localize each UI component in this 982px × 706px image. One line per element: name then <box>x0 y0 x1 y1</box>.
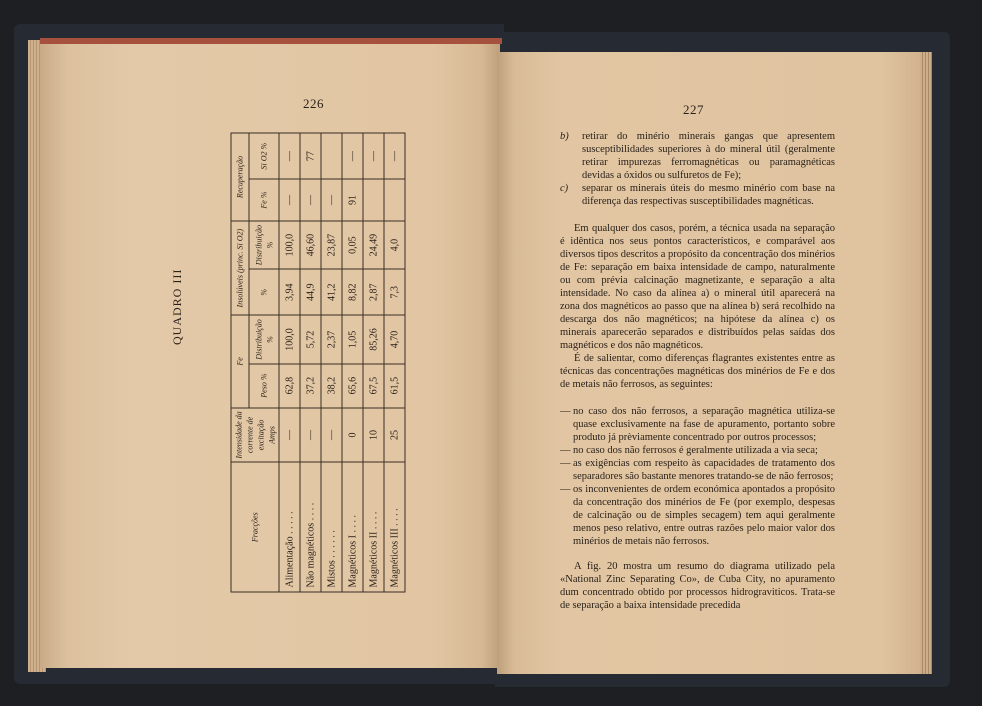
item-c-label: c) <box>560 183 569 194</box>
row-fe-peso: 61,5 <box>384 363 405 407</box>
list-item-b <box>560 130 835 182</box>
row-rec-sio2: — <box>342 133 363 179</box>
dash-item-text: no caso dos não ferrosos, a separação magnética utiliza-se quase exclusivamente na fase de apuramento, portanto sobre produto já prèviamente concentrado por outros processos; <box>573 406 835 443</box>
row-fe-peso: 37,2 <box>300 363 321 407</box>
table-row <box>300 133 321 592</box>
list-item: — as exigências com respeito às capacidades de tratamento dos separadores são bastante menores tratando-se de não ferrosos; <box>560 458 835 482</box>
row-rec-fe <box>384 179 405 221</box>
header-recuperacao: Recuperação <box>231 133 249 221</box>
list-item: — no caso dos não ferrosos, a separação magnética utiliza-se quase exclusivamente na fase de apuramento, portanto sobre produto já prèviamente concentrado por outros processos; <box>560 406 835 443</box>
row-rec-fe: — <box>279 179 300 221</box>
header-insol-pct: % <box>249 269 279 315</box>
page-stack-right <box>920 52 932 674</box>
row-amps: 0 <box>342 407 363 462</box>
row-rec-sio2: 77 <box>300 133 321 179</box>
header-fe-distribuicao: Distribuição % <box>249 315 279 363</box>
row-amps: — <box>321 407 342 462</box>
paragraph-1: Em qualquer dos casos, porém, a técnica usada na separação é idêntica nos seus pontos característicos, e comparável aos diversos tipos descritos a propósito da concentração dos minérios de Fe: separação em baixa intensidade de campo, naturalmente ou com prévia calcinação magnetizante, e separação a alta intensidade. No caso da alínea a) o mineral útil aparecerá na zona dos magnéticos ao passo que na alínea b) será recolhido na descarga dos não magnéticos; na hipótese da alínea c) os minerais aparecerão separados e distribuídos pelas saídas dos magnéticos e dos não magnéticos. <box>560 223 835 351</box>
row-amps: 25 <box>384 407 405 462</box>
page-top-edge <box>40 38 502 44</box>
row-insol: 44,9 <box>300 269 321 315</box>
row-rec-fe <box>363 179 384 221</box>
list-item-c <box>560 182 835 208</box>
row-fraccao: Mistos . . . . . . <box>321 462 342 592</box>
row-rec-fe: — <box>321 179 342 221</box>
row-fraccao: Magnéticos I . . . . <box>342 462 363 592</box>
row-fe-peso: 65,6 <box>342 363 363 407</box>
row-insol: 8,82 <box>342 269 363 315</box>
row-amps: 10 <box>363 407 384 462</box>
header-fe-peso: Peso % <box>249 363 279 407</box>
row-fe-peso: 67,5 <box>363 363 384 407</box>
row-insol: 41,2 <box>321 269 342 315</box>
row-insol: 7,3 <box>384 269 405 315</box>
header-recup-fe: Fe % <box>249 179 279 221</box>
row-fraccao: Alimentação . . . . . <box>279 462 300 592</box>
list-item: — os inconvenientes de ordem económica apontados a propósito da concentração dos minérios de Fe (por exemplo, despesas de calcinação ou de simples secagem) tem aqui geralmente menos peso relativo, entre outras razões pelo maior valor dos minérios de metais não ferrosos. <box>560 484 835 547</box>
row-fe-dist: 1,05 <box>342 315 363 363</box>
row-insol-dist: 23,87 <box>321 220 342 268</box>
item-c-text: separar os minerais úteis do mesmo minério com base na diferença das respectivas susceptibilidades magnéticas. <box>582 183 835 207</box>
right-page-body <box>560 130 835 612</box>
row-fe-peso: 62,8 <box>279 363 300 407</box>
item-b-label: b) <box>560 131 569 142</box>
item-b-text: retirar do minério minerais gangas que apresentem susceptibilidades superiores à do mineral útil (geralmente retirar impurezas ferromagnéticas ou paramagnéticas devidas a óxidos ou sulfuretos de Fe); <box>582 131 835 181</box>
quadro-table-container <box>230 132 405 592</box>
table-title: QUADRO III <box>170 268 184 345</box>
row-amps: — <box>279 407 300 462</box>
row-fe-dist: 85,26 <box>363 315 384 363</box>
row-insol: 3,94 <box>279 269 300 315</box>
header-fraccoes: Fracções <box>231 462 279 592</box>
header-intensidade: Intensidade da corrente de excitação Amps <box>231 407 279 462</box>
paragraph-2: É de salientar, como diferenças flagrantes existentes entre as técnicas das concentrações magnéticas dos minérios de Fe e dos de metais não ferrosos, as seguintes: <box>560 353 835 390</box>
row-rec-sio2: — <box>279 133 300 179</box>
row-insol: 2,87 <box>363 269 384 315</box>
table-row <box>321 133 342 592</box>
row-rec-sio2: — <box>384 133 405 179</box>
dash-item-text: no caso dos não ferrosos é geralmente utilizada a via seca; <box>573 445 818 456</box>
table-row <box>342 133 363 592</box>
header-fe: Fe <box>231 315 249 407</box>
row-rec-fe: — <box>300 179 321 221</box>
table-row <box>384 133 405 592</box>
header-insoluveis: Insolúveis (princ. Si O2) <box>231 220 249 314</box>
row-insol-dist: 0,05 <box>342 220 363 268</box>
page-number-right: 227 <box>683 102 704 117</box>
row-fraccao: Magnéticos III . . . . <box>384 462 405 592</box>
dash-item-text: as exigências com respeito às capacidades de tratamento dos separadores são bastante menores tratando-se de não ferrosos; <box>573 458 835 482</box>
header-insol-distribuicao: Distribuição % <box>249 220 279 268</box>
quadro-table <box>230 132 405 592</box>
row-insol-dist: 24,49 <box>363 220 384 268</box>
row-fraccao: Magnéticos II . . . . <box>363 462 384 592</box>
header-recup-sio2: Si O2 % <box>249 133 279 179</box>
page-number-left: 226 <box>303 96 324 111</box>
row-fe-dist: 5,72 <box>300 315 321 363</box>
row-fe-dist: 4,70 <box>384 315 405 363</box>
row-fraccao: Não magnéticos . . . . <box>300 462 321 592</box>
dash-list <box>560 405 835 548</box>
row-amps: — <box>300 407 321 462</box>
list-item: — no caso dos não ferrosos é geralmente utilizada a via seca; <box>560 445 818 456</box>
dash-item-text: os inconvenientes de ordem económica apontados a propósito da concentração dos minérios de Fe (por exemplo, despesas de calcinação ou de simples secagem) tem aqui geralmente menos peso relativo, entre outras razões pelo maior valor dos minérios de metais não ferrosos. <box>573 484 835 547</box>
row-fe-peso: 38,2 <box>321 363 342 407</box>
row-rec-sio2: — <box>363 133 384 179</box>
table-row <box>363 133 384 592</box>
paragraph-3: A fig. 20 mostra um resumo do diagrama utilizado pela «National Zinc Separating Co», de Cuba City, no apuramento dum concentrado obtido por processos hidrograviticos. Trata-se de separação a baixa intensidade precedida <box>560 561 835 611</box>
row-rec-sio2 <box>321 133 342 179</box>
row-insol-dist: 46,60 <box>300 220 321 268</box>
row-rec-fe: 91 <box>342 179 363 221</box>
row-insol-dist: 100,0 <box>279 220 300 268</box>
table-row <box>279 133 300 592</box>
row-fe-dist: 2,37 <box>321 315 342 363</box>
row-fe-dist: 100,0 <box>279 315 300 363</box>
row-insol-dist: 4,0 <box>384 220 405 268</box>
